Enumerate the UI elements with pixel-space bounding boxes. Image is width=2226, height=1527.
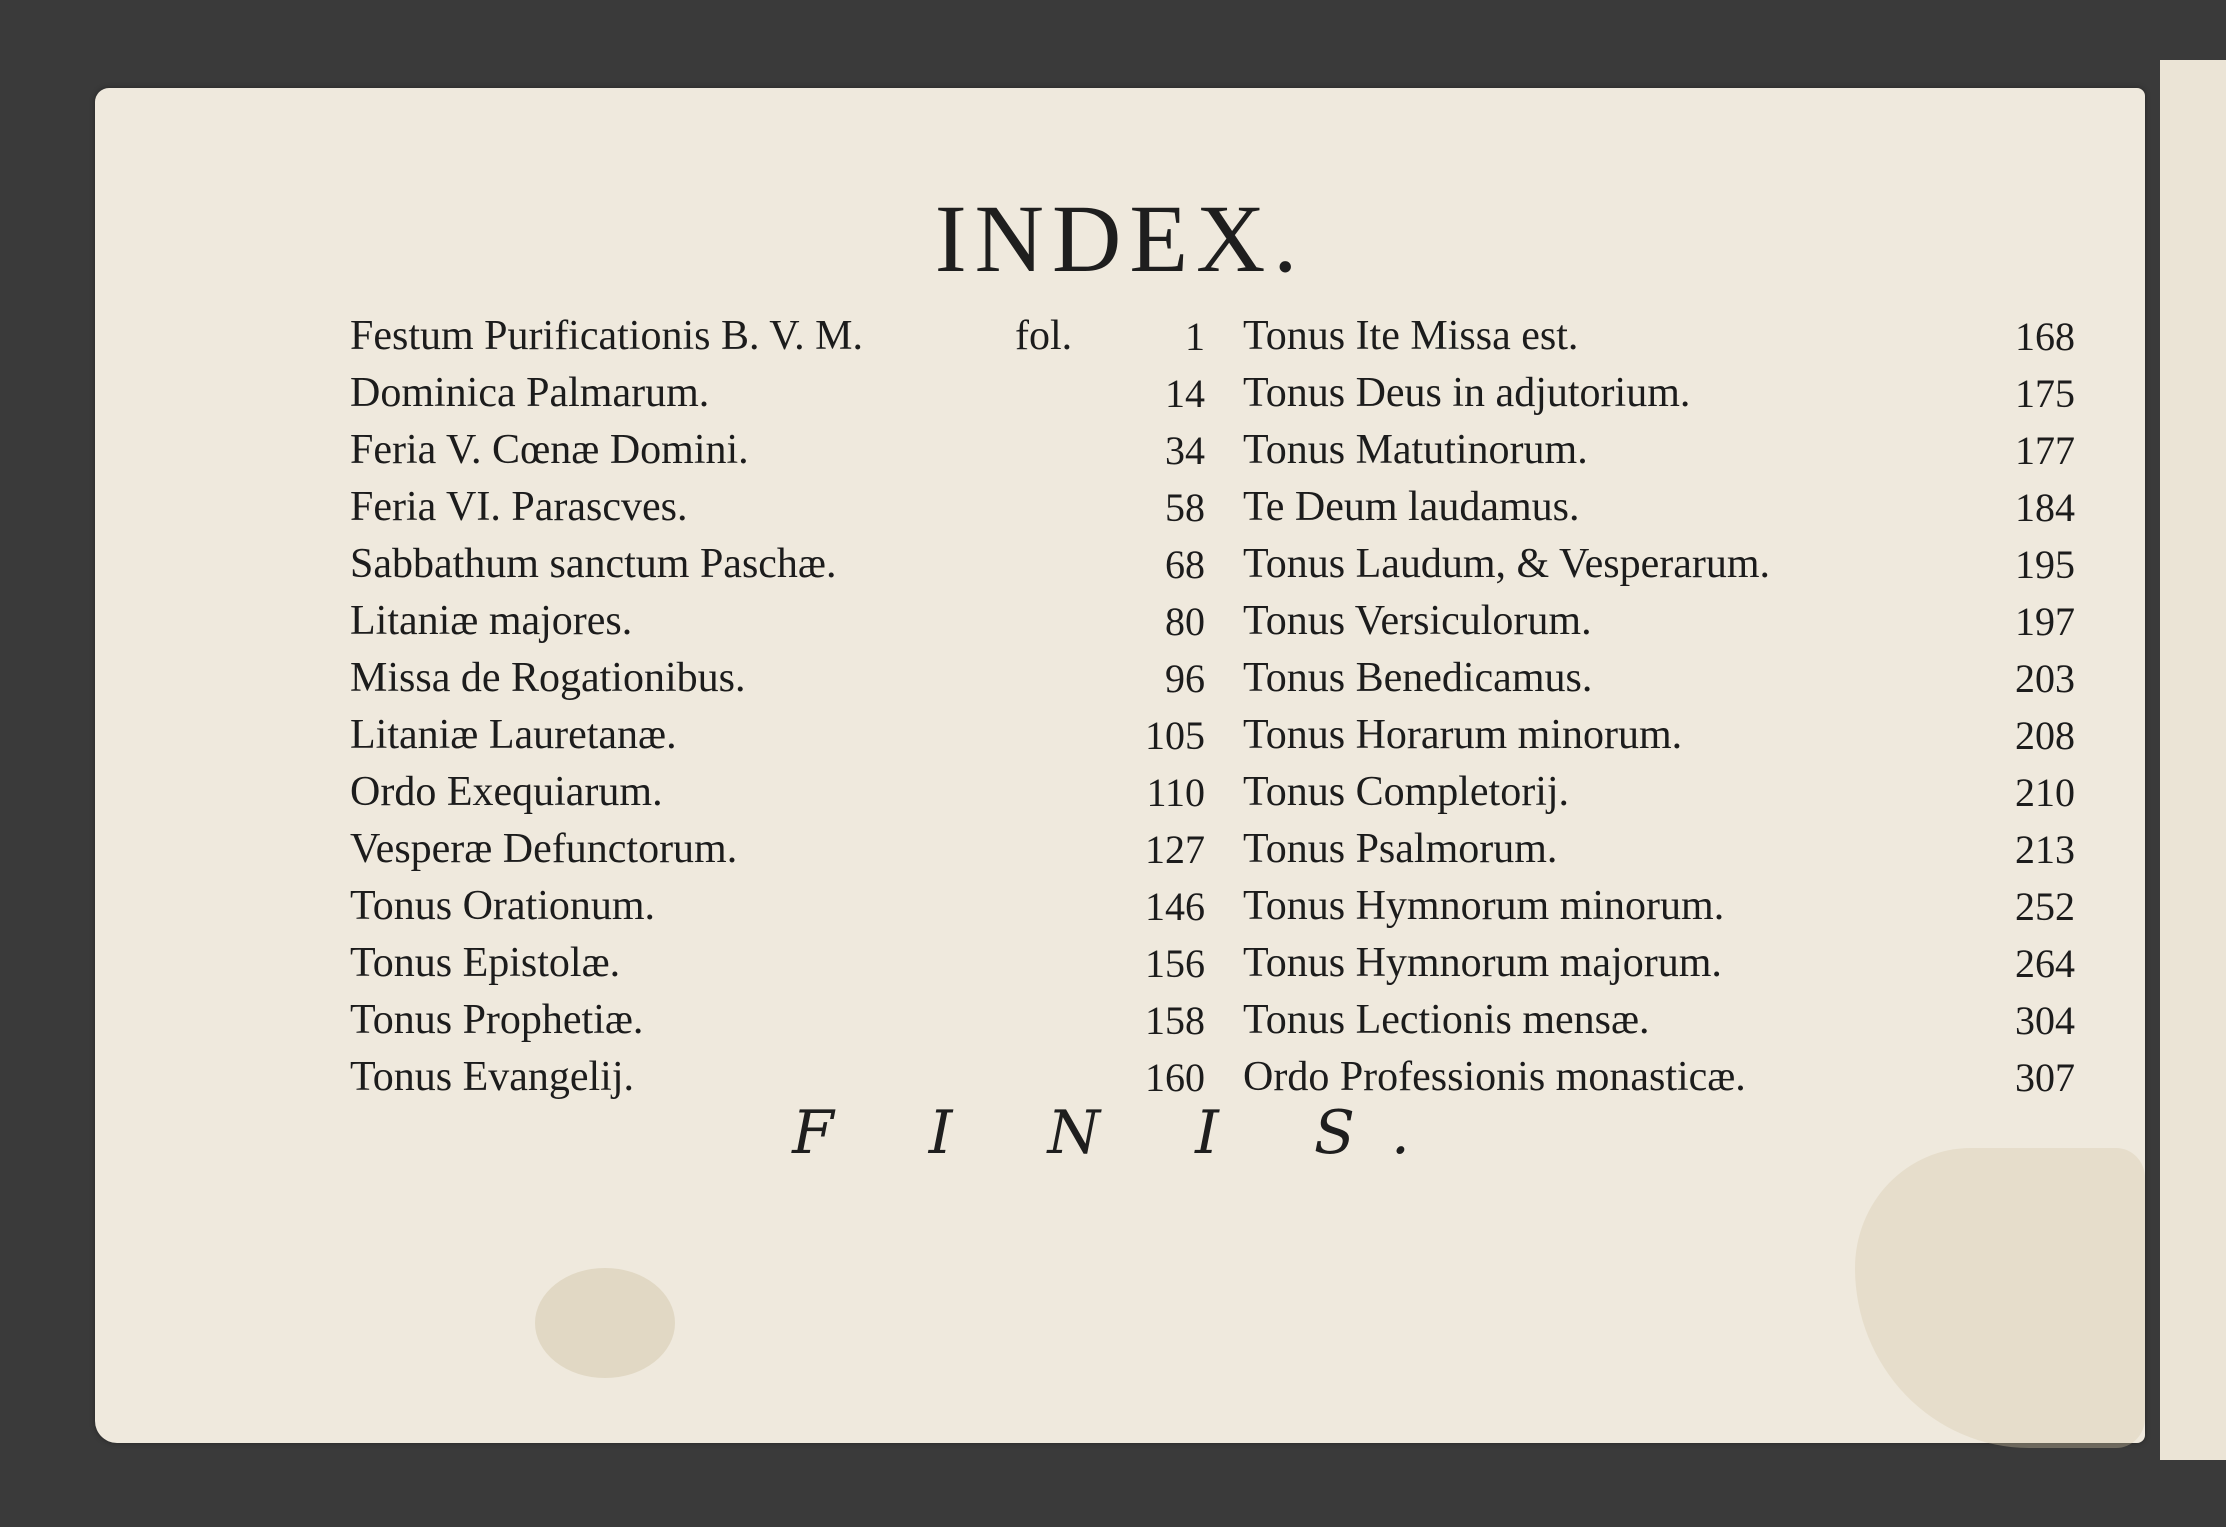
entry-page-number: 210 — [2015, 770, 2075, 815]
page-stain — [535, 1268, 675, 1378]
index-entry: Tonus Psalmorum. — [1243, 826, 1558, 872]
entry-page-number: 68 — [1165, 542, 1205, 587]
entry-page-number: 307 — [2015, 1055, 2075, 1100]
index-entry: Tonus Evangelij. — [350, 1054, 635, 1100]
index-entry: Tonus Hymnorum majorum. — [1243, 940, 1722, 986]
entry-page-number: 110 — [1146, 770, 1205, 815]
entry-page-number: 105 — [1145, 713, 1205, 758]
index-entry: Dominica Palmarum. — [350, 370, 710, 416]
index-entry: Litaniæ majores. — [350, 598, 633, 644]
index-entry: Tonus Prophetiæ. — [350, 997, 644, 1043]
index-entry: Tonus Orationum. — [350, 883, 656, 929]
entry-page-number: 34 — [1165, 428, 1205, 473]
entry-page-number: 177 — [2015, 428, 2075, 473]
index-entry: Tonus Deus in adjutorium. — [1243, 370, 1691, 416]
index-entry: Tonus Ite Missa est. — [1243, 313, 1579, 359]
entry-page-number: 213 — [2015, 827, 2075, 872]
entry-page-number: 146 — [1145, 884, 1205, 929]
index-entry: Tonus Epistolæ. — [350, 940, 621, 986]
index-entry: Tonus Completorij. — [1243, 769, 1570, 815]
index-entry: Tonus Hymnorum minorum. — [1243, 883, 1725, 929]
entry-page-number: 1 — [1185, 314, 1205, 359]
page-stain — [1855, 1148, 2145, 1448]
index-entry: Te Deum laudamus. — [1243, 484, 1580, 530]
index-entry: Tonus Benedicamus. — [1243, 655, 1593, 701]
entry-page-number: 197 — [2015, 599, 2075, 644]
index-entry: Missa de Rogationibus. — [350, 655, 746, 701]
entry-page-number: 96 — [1165, 656, 1205, 701]
entry-page-number: 158 — [1145, 998, 1205, 1043]
entry-page-number: 156 — [1145, 941, 1205, 986]
index-entry: Tonus Laudum, & Vesperarum. — [1243, 541, 1771, 587]
book-page — [95, 88, 2145, 1443]
index-entry: Ordo Professionis monasticæ. — [1243, 1054, 1746, 1100]
entry-page-number: 203 — [2015, 656, 2075, 701]
index-entry: Ordo Exequiarum. — [350, 769, 663, 815]
finis-text: F I N I S. — [792, 1098, 1448, 1168]
entry-page-number: 304 — [2015, 998, 2075, 1043]
entry-page-number: 168 — [2015, 314, 2075, 359]
index-entry: Tonus Horarum minorum. — [1243, 712, 1683, 758]
entry-page-number: 160 — [1145, 1055, 1205, 1100]
entry-page-number: 264 — [2015, 941, 2075, 986]
entry-page-number: 14 — [1165, 371, 1205, 416]
entry-page-number: 208 — [2015, 713, 2075, 758]
index-entry: Tonus Matutinorum. — [1243, 427, 1588, 473]
entry-page-number: 80 — [1165, 599, 1205, 644]
entry-page-number: 127 — [1145, 827, 1205, 872]
index-entry: Tonus Lectionis mensæ. — [1243, 997, 1650, 1043]
index-entry: Feria VI. Parascves. — [350, 484, 688, 530]
entry-page-number: 195 — [2015, 542, 2075, 587]
entry-page-number: 175 — [2015, 371, 2075, 416]
folio-label: fol. — [1015, 313, 1073, 359]
index-entry: Vesperæ Defunctorum. — [350, 826, 738, 872]
entry-page-number: 58 — [1165, 485, 1205, 530]
index-entry: Sabbathum sanctum Paschæ. — [350, 541, 837, 587]
entry-page-number: 184 — [2015, 485, 2075, 530]
entry-page-number: 252 — [2015, 884, 2075, 929]
index-entry: Festum Purificationis B. V. M. — [350, 313, 864, 359]
index-entry: Tonus Versiculorum. — [1243, 598, 1592, 644]
index-entry: Litaniæ Lauretanæ. — [350, 712, 677, 758]
index-entry: Feria V. Cœnæ Domini. — [350, 427, 749, 473]
adjacent-page-edge — [2160, 60, 2226, 1460]
page-title: INDEX. — [934, 185, 1306, 292]
